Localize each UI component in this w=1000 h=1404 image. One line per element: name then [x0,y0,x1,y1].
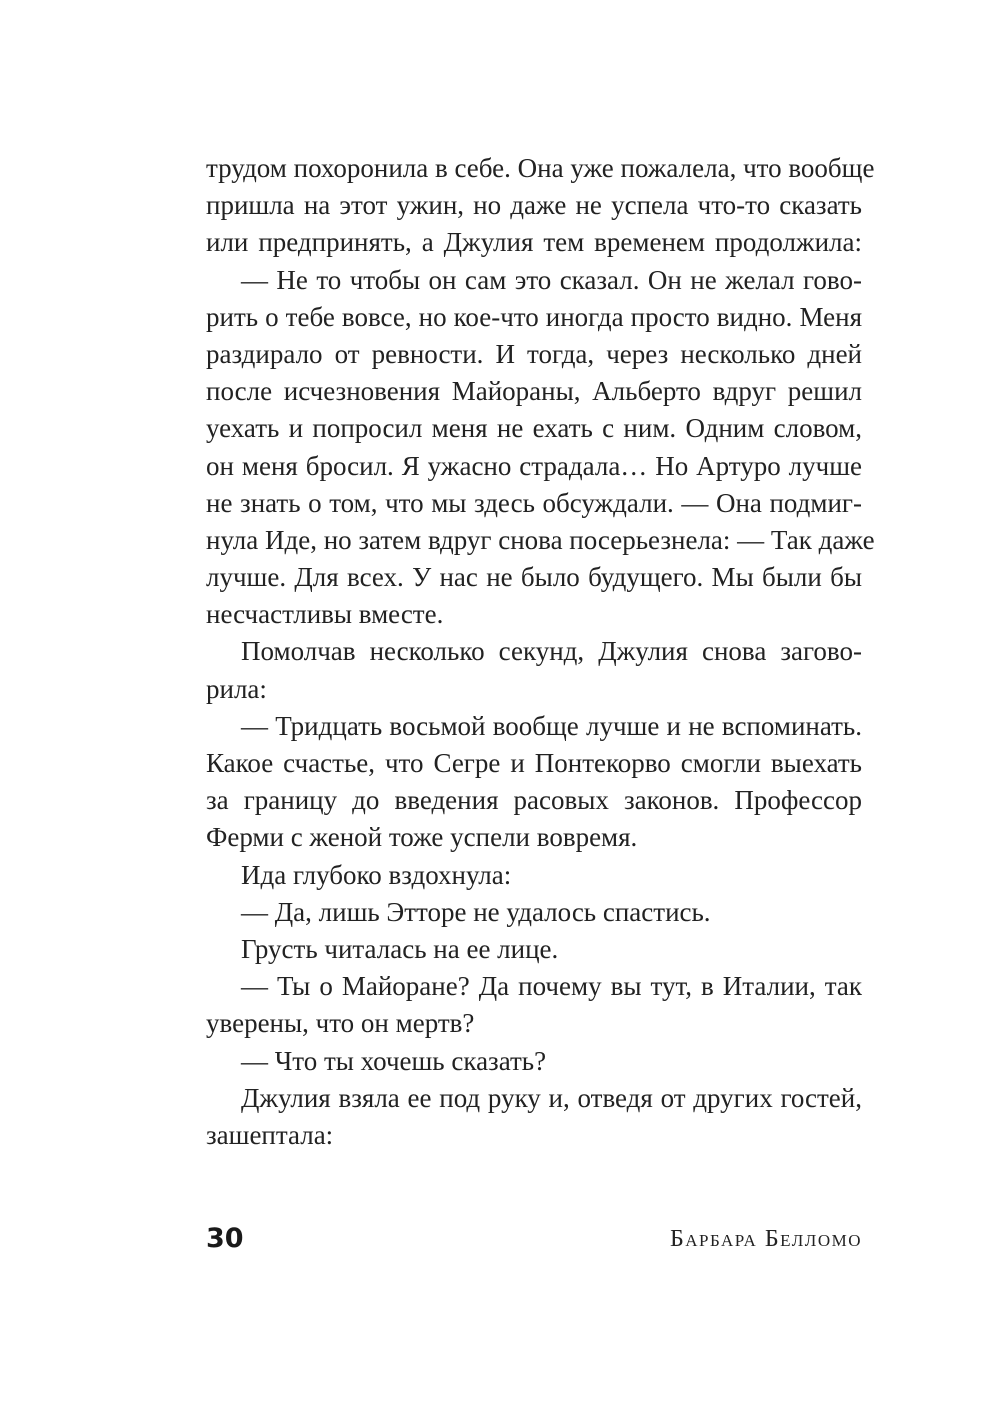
text-line: Джулия взяла ее под руку и, отведя от других гостей, [241,1082,862,1113]
text-line: раздирало от ревности. И тогда, через несколько дней [206,338,862,369]
text-line: нула Иде, но затем вдруг снова посерьезнела: — Так даже [206,524,875,555]
body-text [206,150,875,1154]
text-line: — Да, лишь Этторе не удалось спастись. [241,896,711,927]
text-line: он меня бросил. Я ужасно страдала… Но Артуро лучше [206,450,862,481]
text-line: уехать и попросил меня не ехать с ним. Одним словом, [206,413,862,444]
text-line: Какое счастье, что Сегре и Понтекорво смогли выехать [206,748,862,778]
text-line: — Тридцать восьмой вообще лучше и не вспоминать. [241,710,862,741]
text-line: Ида глубоко вздохнула: [241,859,512,890]
text-line: или предпринять, а Джулия тем временем продолжила: [206,227,862,258]
text-line: — Ты о Майоране? Да почему вы тут, в Италии, так [241,971,862,1002]
text-line: пришла на этот ужин, но даже не успела что-то сказать [206,190,862,221]
text-line: рить о тебе вовсе, но кое-что иногда просто видно. Меня [206,301,862,332]
text-line: не знать о том, что мы здесь обсуждали. — Она подмиг- [206,487,862,518]
text-line: несчастливы вместе. [206,599,444,630]
text-line: — Не то чтобы он сам это сказал. Он не желал гово- [241,264,862,295]
text-line: Помолчав несколько секунд, Джулия снова загово- [241,636,862,667]
text-line: Грусть читалась на ее лице. [241,933,559,964]
text-line: — Что ты хочешь сказать? [241,1045,547,1076]
text-line: за границу до введения расовых законов. Профессор [206,785,862,816]
text-line: зашептала: [206,1119,334,1150]
text-line: лучше. Для всех. У нас не было будущего. Мы были бы [206,562,862,593]
text-line: после исчезновения Майораны, Альберто вдруг решил [206,376,862,407]
text-line: трудом похоронила в себе. Она уже пожалела, что вообще [206,153,875,183]
text-line: Ферми с женой тоже успели вовремя. [206,822,638,853]
text-line: уверены, что он мертв? [206,1008,475,1039]
text-line: рила: [206,673,267,704]
running-footer-author: Барбара Белломо [669,1226,862,1252]
page-number: 30 [206,1223,244,1254]
